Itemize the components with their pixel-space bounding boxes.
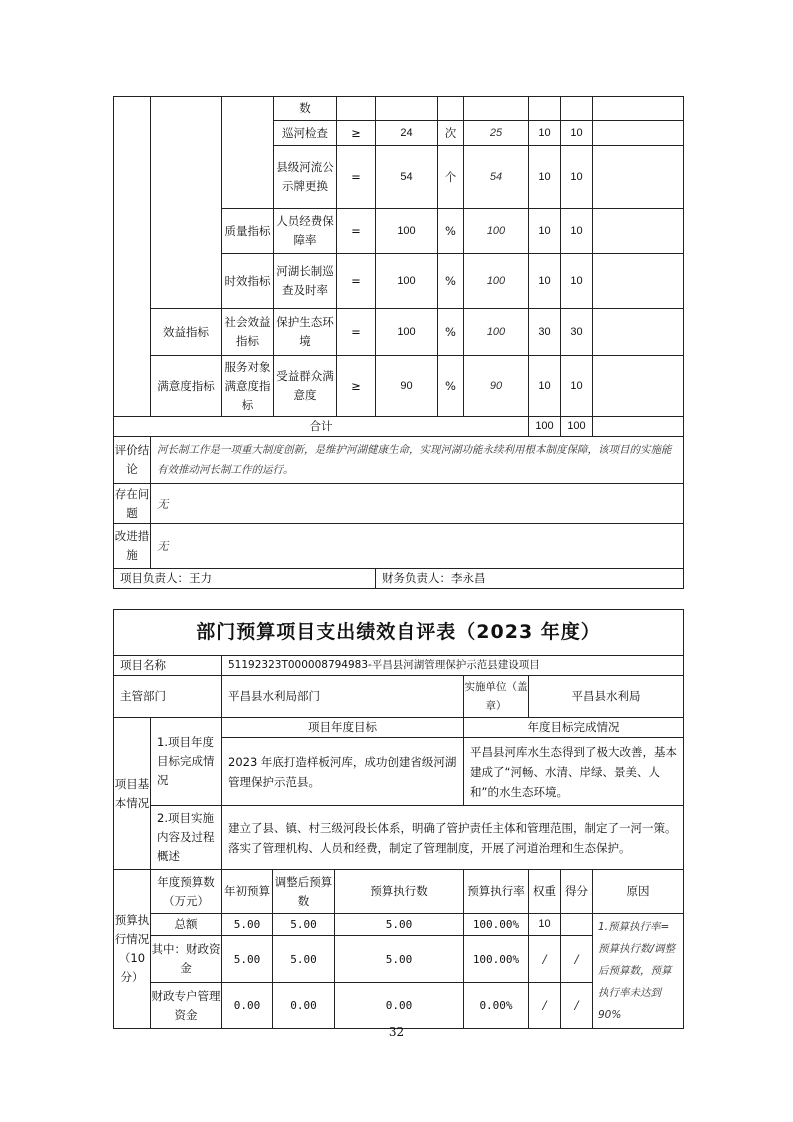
actual-value [464, 97, 529, 121]
budget-header-row [114, 870, 684, 914]
target-value: 100 [376, 309, 438, 356]
target-value: 54 [376, 146, 438, 209]
actual-value: 100 [464, 254, 529, 309]
total-score: 100 [561, 417, 593, 437]
weight: / [529, 983, 561, 1029]
initial-budget: 0.00 [222, 983, 273, 1029]
execution-rate: 100.00% [464, 914, 529, 936]
weight: 30 [529, 309, 561, 356]
note [593, 254, 684, 309]
impl-unit-value: 平昌县水利局 [529, 676, 684, 718]
indicator-name: 河湖长制巡查及时率 [274, 254, 337, 309]
unit: 个 [438, 146, 464, 209]
table-row [114, 309, 684, 356]
improvements-label: 改进措施 [114, 524, 151, 569]
actual-value: 90 [464, 356, 529, 417]
target-value: 90 [376, 356, 438, 417]
initial-budget: 5.00 [222, 914, 273, 936]
budget-header: 原因 [593, 870, 684, 914]
budget-header: 预算执行数 [335, 870, 464, 914]
problems-text: 无 [151, 484, 684, 524]
score: 10 [561, 209, 593, 254]
executed-budget: 5.00 [335, 935, 464, 983]
unit: 次 [438, 121, 464, 146]
initial-budget: 5.00 [222, 935, 273, 983]
score [561, 97, 593, 121]
reason-text: 1.预算执行率=预算执行数/调整后预算数，预算执行率未达到90% [593, 914, 684, 1029]
level3-cell: 质量指标 [222, 209, 274, 254]
impl-unit-label: 实施单位（盖章） [464, 676, 529, 718]
actual-value: 100 [464, 209, 529, 254]
score: 10 [561, 254, 593, 309]
score: 10 [561, 121, 593, 146]
target-value: 24 [376, 121, 438, 146]
self-evaluation-table [113, 609, 684, 1029]
score: 30 [561, 309, 593, 356]
problems-label: 存在问题 [114, 484, 151, 524]
indicator-name: 数 [274, 97, 337, 121]
page-title: 部门预算项目支出绩效自评表（2023 年度） [114, 610, 684, 656]
project-lead: 项目负责人：王力 [114, 569, 376, 589]
impl-content-label: 2.项目实施内容及过程概述 [151, 806, 222, 870]
target-value: 100 [376, 209, 438, 254]
indicator-name: 县级河流公示牌更换 [274, 146, 337, 209]
dept-label: 主管部门 [114, 676, 222, 718]
impl-row [114, 806, 684, 870]
goal-header: 项目年度目标 [222, 718, 464, 738]
dept-row [114, 676, 684, 718]
budget-header: 调整后预算数 [273, 870, 335, 914]
basic-header-row [114, 718, 684, 738]
weight [529, 97, 561, 121]
executed-budget: 0.00 [335, 983, 464, 1029]
weight: 10 [529, 254, 561, 309]
actual-value: 54 [464, 146, 529, 209]
indicator-name: 受益群众满意度 [274, 356, 337, 417]
weight: / [529, 935, 561, 983]
indicator-name: 保护生态环境 [274, 309, 337, 356]
note [593, 97, 684, 121]
completion-header: 年度目标完成情况 [464, 718, 684, 738]
operator: ≥ [337, 356, 376, 417]
total-label: 合计 [114, 417, 529, 437]
budget-header: 预算执行率 [464, 870, 529, 914]
adjusted-budget: 5.00 [273, 914, 335, 936]
score: / [561, 935, 593, 983]
note [593, 209, 684, 254]
finance-lead: 财务负责人：李永昌 [376, 569, 684, 589]
target-value [376, 97, 438, 121]
score: 10 [561, 356, 593, 417]
weight: 10 [529, 209, 561, 254]
operator: = [337, 209, 376, 254]
page-number: 32 [388, 1025, 405, 1039]
indicator-name: 人员经费保障率 [274, 209, 337, 254]
score [561, 914, 593, 936]
level3-cell: 时效指标 [222, 254, 274, 309]
goal-text: 2023 年底打造样板河库，成功创建省级河湖管理保护示范县。 [222, 738, 464, 806]
performance-indicator-table [113, 96, 684, 589]
unit [438, 97, 464, 121]
budget-row [114, 914, 684, 936]
level3-cell [222, 97, 274, 209]
note [593, 356, 684, 417]
budget-header: 得分 [561, 870, 593, 914]
table-row [114, 356, 684, 417]
level1-cell [114, 97, 151, 417]
basic-label: 项目基本情况 [114, 718, 151, 870]
unit: % [438, 254, 464, 309]
weight: 10 [529, 914, 561, 936]
level2-cell: 效益指标 [151, 309, 222, 356]
operator [337, 97, 376, 121]
adjusted-budget: 0.00 [273, 983, 335, 1029]
budget-label: 预算执行情况（10分） [114, 870, 151, 1029]
weight: 10 [529, 121, 561, 146]
adjusted-budget: 5.00 [273, 935, 335, 983]
actual-value: 100 [464, 309, 529, 356]
improvements-text: 无 [151, 524, 684, 569]
improvements-row [114, 524, 684, 569]
operator: = [337, 309, 376, 356]
total-weight: 100 [529, 417, 561, 437]
total-row [114, 417, 684, 437]
project-name-row [114, 656, 684, 676]
level3-cell: 社会效益指标 [222, 309, 274, 356]
signature-row [114, 569, 684, 589]
unit: % [438, 356, 464, 417]
dept-value: 平昌县水利局部门 [222, 676, 464, 718]
note [593, 121, 684, 146]
level2-cell: 满意度指标 [151, 356, 222, 417]
target-value: 100 [376, 254, 438, 309]
score: 10 [561, 146, 593, 209]
budget-header: 年度预算数（万元） [151, 870, 222, 914]
indicator-name: 巡河检查 [274, 121, 337, 146]
impl-content-text: 建立了县、镇、村三级河段长体系，明确了管护责任主体和管理范围，制定了一河一策。落实了管理机构、人员和经费，制定了管理制度，开展了河道治理和生态保护。 [222, 806, 684, 870]
conclusion-row [114, 437, 684, 484]
executed-budget: 5.00 [335, 914, 464, 936]
title-row [114, 610, 684, 656]
budget-row-name: 总额 [151, 914, 222, 936]
budget-header: 年初预算 [222, 870, 273, 914]
completion-text: 平昌县河库水生态得到了极大改善，基本建成了“河畅、水清、岸绿、景美、人和”的水生态环境。 [464, 738, 684, 806]
budget-header: 权重 [529, 870, 561, 914]
execution-rate: 0.00% [464, 983, 529, 1029]
conclusion-text: 河长制工作是一项重大制度创新，是维护河湖健康生命，实现河湖功能永续利用根本制度保障，该项目的实施能有效推动河长制工作的运行。 [151, 437, 684, 484]
operator: = [337, 146, 376, 209]
budget-row-name: 财政专户管理资金 [151, 983, 222, 1029]
execution-rate: 100.00% [464, 935, 529, 983]
conclusion-label: 评价结论 [114, 437, 151, 484]
operator: ≥ [337, 121, 376, 146]
operator: = [337, 254, 376, 309]
total-note [593, 417, 684, 437]
unit: % [438, 209, 464, 254]
problems-row [114, 484, 684, 524]
goal-label: 1.项目年度目标完成情况 [151, 718, 222, 806]
project-name-label: 项目名称 [114, 656, 222, 676]
unit: % [438, 309, 464, 356]
table-row [114, 97, 684, 121]
weight: 10 [529, 146, 561, 209]
score: / [561, 983, 593, 1029]
weight: 10 [529, 356, 561, 417]
level2-cell [151, 97, 222, 309]
note [593, 146, 684, 209]
level3-cell: 服务对象满意度指标 [222, 356, 274, 417]
project-name-value: 51192323T000008794983-平昌县河湖管理保护示范县建设项目 [222, 656, 684, 676]
budget-row-name: 其中：财政资金 [151, 935, 222, 983]
actual-value: 25 [464, 121, 529, 146]
note [593, 309, 684, 356]
